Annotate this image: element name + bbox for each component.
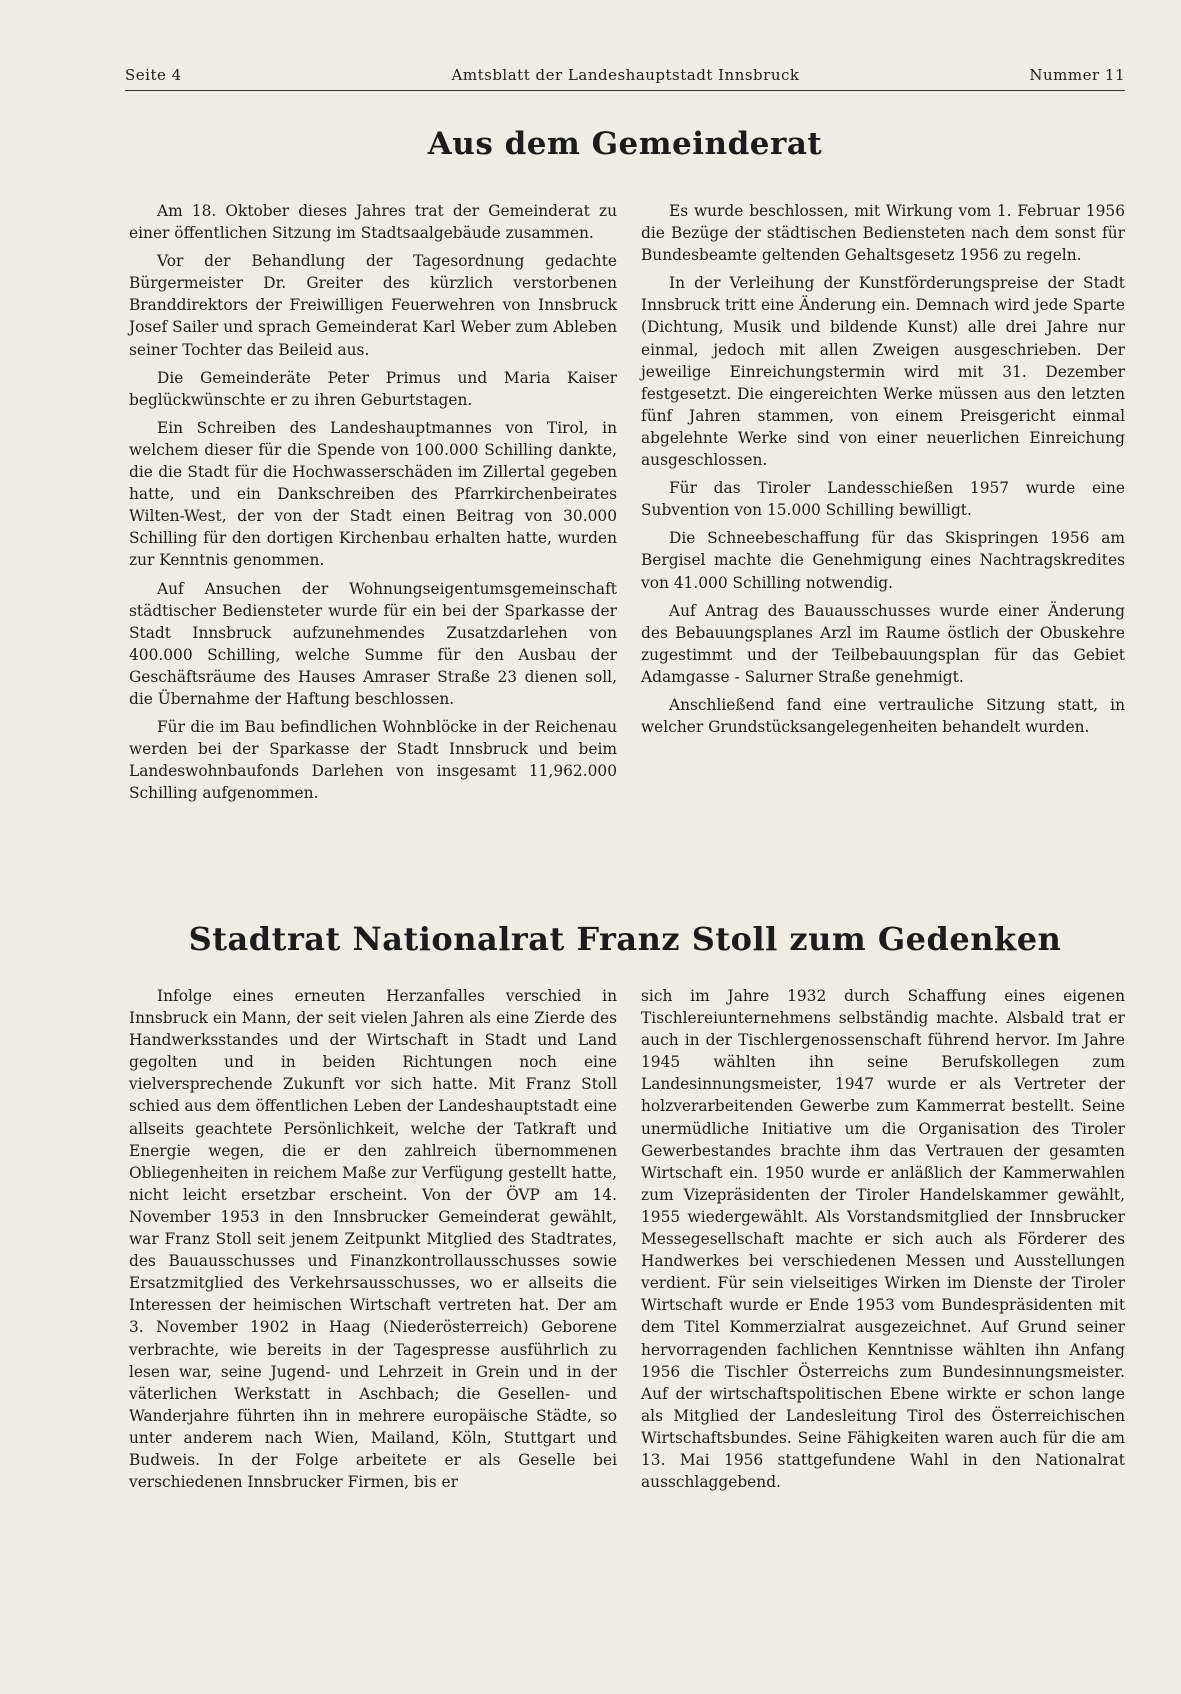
paragraph: Die Schneebeschaffung für das Skispringen 1956 am Bergisel machte die Genehmigung eines Nachtragskredites von 41.000 Schilling notwendig. bbox=[641, 529, 1125, 592]
paragraph: Ein Schreiben des Landeshauptmannes von Tirol, in welchem dieser für die Spende von 100.000 Schilling dankte, die die Stadt für die Hochwasserschäden im Zillertal gegeben hatte, und ein Dankschreiben des Pfarrkirchenbeirates Wilten-West, der von der Stadt einen Beitrag von 30.000 Schilling für den dortigen Kirchenbau erhalten hatte, wurden zur Kenntnis genommen. bbox=[129, 418, 617, 570]
paragraph: Auf Ansuchen der Wohnungseigentumsgemeinschaft städtischer Bediensteter wurde für ein bei der Sparkasse der Stadt Innsbruck aufzunehmendes Zusatzdarlehen von 400.000 Schilling, welche Summe für den Ausbau der Geschäftsräume des Hauses Amraser Straße 23 dienen soll, die Übernahme der Haftung beschlossen. bbox=[129, 579, 617, 708]
paragraph: Anschließend fand eine vertrauliche Sitzung statt, in welcher Grundstücksangelegenheiten behandelt wurden. bbox=[641, 695, 1125, 737]
publication-title: Amtsblatt der Landeshauptstadt Innsbruck bbox=[451, 66, 800, 84]
paragraph: Für das Tiroler Landesschießen 1957 wurde eine Subvention von 15.000 Schilling bewilligt. bbox=[641, 479, 1125, 520]
paragraph: Infolge eines erneuten Herzanfalles verschied in Innsbruck ein Mann, der seit vielen Jahren als eine Zierde des Handwerksstandes und der Wirtschaft in Stadt und Land gegolten und in beiden Richtungen noch eine vielversprechende Zukunft vor sich hatte. Mit Franz Stoll schied aus dem öffentlichen Leben der Landeshauptstadt eine allseits geachtete Persönlichkeit, welche der Tatkraft und Energie wegen, die er den zahlreich übernommenen Obliegenheiten in reichem Maße zur Verfügung gestellt hatte, nicht leicht ersetzbar erscheint. Von der ÖVP am 14. November 1953 in den Innsbrucker Gemeinderat gewählt, war Franz Stoll seit jenem Zeitpunkt Mitglied des Stadtrates, des Bauausschusses und Finanzkontrollausschusses sowie Ersatzmitglied des Verkehrsausschusses, wo er allseits die Interessen der heimischen Wirtschaft vertreten hat. Der am 3. November 1902 in Haag (Niederösterreich) Geborene verbrachte, wie bereits in der Tagespresse ausführlich zu lesen war, seine Jugend- und Lehrzeit in Grein und in der väterlichen Werkstatt in Aschbach; die Gesellen- und Wanderjahre führten ihn in mehrere europäische Städte, so unter anderem nach Wien, Mailand, Köln, Stuttgart und Budweis. In der Folge arbeitete er als Geselle bei verschiedenen Innsbrucker Firmen, bis er bbox=[129, 987, 617, 1492]
article-title-gemeinderat: Aus dem Gemeinderat bbox=[427, 126, 823, 162]
paragraph: Für die im Bau befindlichen Wohnblöcke in der Reichenau werden bei der Sparkasse der Stadt Innsbruck und beim Landeswohnbaufonds Darlehen von insgesamt 11,962.000 Schilling aufgenommen. bbox=[129, 718, 617, 803]
stoll-column-left bbox=[129, 985, 617, 1499]
header-rule bbox=[125, 90, 1125, 91]
paragraph: In der Verleihung der Kunstförderungspreise der Stadt Innsbruck tritt eine Änderung ein. Demnach wird jede Sparte (Dichtung, Musik und bildende Kunst) alle drei Jahre nur einmal, jedoch mit allen Zweigen ausgeschrieben. Der jeweilige Einreichungstermin wird mit 31. Dezember festgesetzt. Die eingereichten Werke müssen aus den letzten fünf Jahren stammen, von einem Preisgericht einmal abgelehnte Werke sind von einer neuerlichen Einreichung ausgeschlossen. bbox=[641, 274, 1125, 470]
article-title-stoll: Stadtrat Nationalrat Franz Stoll zum Gedenken bbox=[188, 920, 1062, 958]
paragraph: Es wurde beschlossen, mit Wirkung vom 1. Februar 1956 die Bezüge der städtischen Bediensteten nach dem sonst für Bundesbeamte geltenden Gehaltsgesetz 1956 zu regeln. bbox=[641, 202, 1125, 265]
page-header bbox=[125, 66, 1125, 84]
issue-number: Nummer 11 bbox=[1029, 66, 1125, 84]
paragraph: Die Gemeinderäte Peter Primus und Maria Kaiser beglückwünschte er zu ihren Geburtstagen. bbox=[129, 368, 617, 409]
paragraph: Vor der Behandlung der Tagesordnung gedachte Bürgermeister Dr. Greiter des kürzlich verstorbenen Branddirektors der Freiwilligen Feuerwehren von Innsbruck Josef Sailer und sprach Gemeinderat Karl Weber zum Ableben seiner Tochter das Beileid aus. bbox=[129, 252, 617, 359]
paragraph: sich im Jahre 1932 durch Schaffung eines eigenen Tischlereiunternehmens selbständig machte. Alsbald trat er auch in der Tischlergenossenschaft führend hervor. Im Jahre 1945 wählten ihn seine Berufskollegen zum Landesinnungsmeister, 1947 wurde er als Vertreter der holzverarbeitenden Gewerbe zum Kammerrat bestellt. Seine unermüdliche Initiative um die Organisation des Tiroler Gewerbestandes brachte ihm das Vertrauen der gesamten Wirtschaft ein. 1950 wurde er anläßlich der Kammerwahlen zum Vizepräsidenten der Tiroler Handelskammer gewählt, 1955 wiedergewählt. Als Vorstandsmitglied der Innsbrucker Messegesellschaft machte er sich auch als Förderer des Handwerkes bei verschiedenen Messen und Ausstellungen verdient. Für sein vielseitiges Wirken im Dienste der Tiroler Wirtschaft wurde er Ende 1953 vom Bundespräsidenten mit dem Titel Kommerzialrat ausgezeichnet. Auf Grund seiner hervorragenden fachlichen Kenntnisse wählten ihn Anfang 1956 die Tischler Österreichs zum Bundesinnungsmeister. Auf der wirtschaftspolitischen Ebene wirkte er schon lange als Mitglied der Landesleitung Tirol des Österreichischen Wirtschaftsbundes. Seine Fähigkeiten waren auch für die am 13. Mai 1956 stattgefundene Wahl in den Nationalrat ausschlaggebend. bbox=[641, 987, 1125, 1492]
paragraph: Am 18. Oktober dieses Jahres trat der Gemeinderat zu einer öffentlichen Sitzung im Stadtsaalgebäude zusammen. bbox=[129, 202, 617, 243]
stoll-column-right bbox=[641, 985, 1125, 1499]
gemeinderat-column-left bbox=[129, 200, 617, 810]
paragraph: Auf Antrag des Bauausschusses wurde einer Änderung des Bebauungsplanes Arzl im Raume östlich der Obuskehre zugestimmt und der Teilbebauungsplan für das Gebiet Adamgasse - Salurner Straße genehmigt. bbox=[641, 601, 1125, 686]
page-number: Seite 4 bbox=[125, 66, 182, 84]
gemeinderat-column-right bbox=[641, 200, 1125, 744]
